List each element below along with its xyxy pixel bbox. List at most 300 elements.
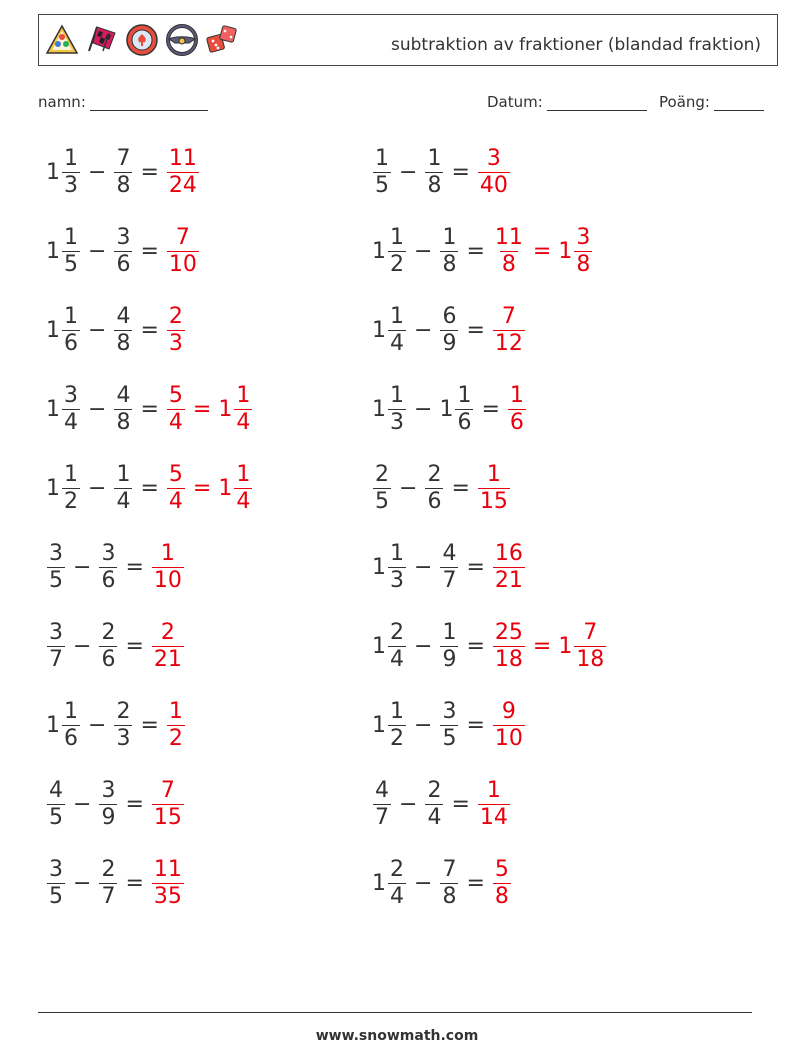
equals-sign: = <box>451 475 470 501</box>
minuend-numerator: 1 <box>390 382 404 408</box>
subtrahend-numerator: 1 <box>427 145 442 171</box>
minuend-fraction <box>62 225 80 278</box>
answer-mixed-denominator: 18 <box>576 646 605 672</box>
minuend-numerator: 3 <box>49 540 63 566</box>
answer-denominator: 8 <box>494 883 509 909</box>
answer <box>166 225 200 278</box>
minus-sign: − <box>414 633 433 659</box>
answer-fraction <box>167 304 185 357</box>
equals-sign: = <box>140 317 159 343</box>
subtrahend-numerator: 4 <box>442 540 457 566</box>
minuend-fraction <box>47 620 65 673</box>
problem-item <box>46 695 186 755</box>
minuend-fraction <box>388 304 406 357</box>
subtrahend-fraction <box>114 146 132 199</box>
minuend-fraction <box>373 778 391 831</box>
minuend-numerator: 2 <box>390 856 404 882</box>
answer-equals-sign: = <box>532 633 552 659</box>
answer-fraction <box>167 146 199 199</box>
subtrahend-fraction <box>425 146 443 199</box>
minuend-numerator: 1 <box>390 224 404 250</box>
answer-mixed-whole: 1 <box>558 633 573 659</box>
minus-sign: − <box>399 791 418 817</box>
minus-sign: − <box>414 870 433 896</box>
subtrahend-numerator: 7 <box>442 856 457 882</box>
answer-numerator: 25 <box>494 619 523 645</box>
subtrahend-numerator: 1 <box>442 224 457 250</box>
answer-denominator: 10 <box>168 251 197 277</box>
subtrahend-numerator: 7 <box>116 145 131 171</box>
date-field <box>487 93 647 111</box>
subtrahend-denominator: 6 <box>116 251 131 277</box>
answer-mixed-whole: 1 <box>558 238 573 264</box>
answer-fraction <box>152 778 184 831</box>
minuend-whole: 1 <box>372 317 386 343</box>
minuend-whole: 1 <box>372 238 386 264</box>
subtrahend-numerator: 2 <box>101 619 116 645</box>
problem-item <box>372 458 511 518</box>
minus-sign: − <box>88 238 107 264</box>
minuend-whole: 1 <box>372 554 386 580</box>
minuend-numerator: 1 <box>375 145 389 171</box>
minus-sign: − <box>399 475 418 501</box>
score-field <box>659 93 764 111</box>
answer-numerator: 2 <box>168 303 183 329</box>
minuend-numerator: 1 <box>64 698 78 724</box>
checkered-flag-icon <box>85 23 119 57</box>
answer-fraction <box>493 699 525 752</box>
answer <box>151 620 185 673</box>
minuend-fraction <box>47 857 65 910</box>
minuend-numerator: 4 <box>49 777 63 803</box>
answer-numerator: 7 <box>175 224 190 250</box>
answer-numerator: 5 <box>494 856 509 882</box>
answer <box>166 304 186 357</box>
subtrahend-fraction <box>440 699 458 752</box>
answer-numerator: 3 <box>486 145 501 171</box>
answer-denominator: 15 <box>479 488 508 514</box>
equals-sign: = <box>140 159 159 185</box>
minuend-numerator: 1 <box>390 540 404 566</box>
answer <box>492 304 526 357</box>
subtrahend-fraction <box>99 620 117 673</box>
minuend-fraction <box>47 541 65 594</box>
equals-sign: = <box>140 396 159 422</box>
minuend-fraction <box>47 778 65 831</box>
subtrahend-numerator: 3 <box>101 540 116 566</box>
minuend-whole: 1 <box>372 396 386 422</box>
problem-item <box>46 458 253 518</box>
problem-item <box>372 616 607 676</box>
subtrahend-fraction <box>114 383 132 436</box>
minus-sign: − <box>88 159 107 185</box>
problem-item <box>372 300 526 360</box>
answer-fraction <box>493 541 525 594</box>
answer-numerator: 16 <box>494 540 523 566</box>
answer-denominator: 12 <box>494 330 523 356</box>
subtrahend-numerator: 4 <box>116 303 131 329</box>
subtrahend-fraction <box>114 225 132 278</box>
minuend-denominator: 4 <box>390 883 404 909</box>
subtrahend-denominator: 6 <box>101 567 116 593</box>
subtrahend-fraction <box>99 541 117 594</box>
answer-fraction <box>167 225 199 278</box>
answer-mixed-numerator: 1 <box>236 382 251 408</box>
answer-mixed-fraction <box>574 225 592 278</box>
answer-fraction <box>493 857 511 910</box>
equals-sign: = <box>140 238 159 264</box>
minuend-numerator: 1 <box>64 303 78 329</box>
subtrahend-denominator: 8 <box>116 409 131 435</box>
subtrahend-numerator: 3 <box>101 777 116 803</box>
minus-sign: − <box>399 159 418 185</box>
minuend-fraction <box>62 383 80 436</box>
minus-sign: − <box>414 238 433 264</box>
answer-fraction <box>493 304 525 357</box>
minuend-whole: 1 <box>46 712 60 738</box>
answer-denominator: 35 <box>153 883 182 909</box>
answer-numerator: 2 <box>160 619 175 645</box>
problem-item <box>372 142 511 202</box>
answer-fraction <box>478 778 510 831</box>
answer-numerator: 1 <box>160 540 175 566</box>
answer-denominator: 10 <box>153 567 182 593</box>
answer-fraction <box>478 462 510 515</box>
problem-item <box>372 537 526 597</box>
minuend-denominator: 3 <box>390 409 404 435</box>
answer-mixed-whole: 1 <box>218 396 233 422</box>
minus-sign: − <box>88 475 107 501</box>
answer-fraction <box>493 225 525 278</box>
minuend-fraction <box>388 857 406 910</box>
minuend-whole: 1 <box>46 159 60 185</box>
problem-item <box>372 774 511 834</box>
billiards-triangle-icon <box>45 23 79 57</box>
subtrahend-fraction <box>440 541 458 594</box>
minuend-denominator: 5 <box>49 567 63 593</box>
minus-sign: − <box>88 396 107 422</box>
minuend-whole: 1 <box>372 633 386 659</box>
answer-equals-sign: = <box>192 475 212 501</box>
minus-sign: − <box>414 396 433 422</box>
problem-item <box>46 616 185 676</box>
answer-fraction <box>167 699 185 752</box>
minuend-denominator: 5 <box>49 883 63 909</box>
minuend-denominator: 5 <box>64 251 78 277</box>
minuend-whole: 1 <box>372 712 386 738</box>
answer-equals-sign: = <box>192 396 212 422</box>
answer <box>151 778 185 831</box>
minuend-fraction <box>62 146 80 199</box>
minuend-numerator: 1 <box>64 461 78 487</box>
answer-numerator: 7 <box>501 303 516 329</box>
answer-numerator: 11 <box>168 145 197 171</box>
answer <box>151 857 185 910</box>
equals-sign: = <box>466 554 485 580</box>
subtrahend-fraction <box>440 225 458 278</box>
equals-sign: = <box>125 791 144 817</box>
date-label: Datum: <box>487 93 543 111</box>
minus-sign: − <box>73 791 92 817</box>
equals-sign: = <box>466 712 485 738</box>
subtrahend-denominator: 4 <box>427 804 442 830</box>
subtrahend-numerator: 6 <box>442 303 457 329</box>
minuend-denominator: 5 <box>375 172 389 198</box>
minuend-fraction <box>388 383 406 436</box>
minuend-fraction <box>388 620 406 673</box>
subtrahend-numerator: 3 <box>116 224 131 250</box>
header-icons <box>45 23 239 57</box>
minuend-whole: 1 <box>46 396 60 422</box>
minus-sign: − <box>73 554 92 580</box>
subtrahend-numerator: 2 <box>427 777 442 803</box>
answer-denominator: 21 <box>153 646 182 672</box>
problem-item <box>372 853 512 913</box>
minuend-whole: 1 <box>46 238 60 264</box>
answer-fraction <box>152 857 184 910</box>
subtrahend-numerator: 4 <box>116 382 131 408</box>
answer-numerator: 1 <box>509 382 524 408</box>
subtrahend-denominator: 8 <box>427 172 442 198</box>
equals-sign: = <box>466 870 485 896</box>
problem-item <box>372 695 526 755</box>
answer <box>492 225 593 278</box>
answer-numerator: 1 <box>168 698 183 724</box>
problem-item <box>46 142 200 202</box>
equals-sign: = <box>140 475 159 501</box>
answer-mixed-fraction <box>234 383 252 436</box>
minuend-denominator: 4 <box>64 409 78 435</box>
score-label: Poäng: <box>659 93 710 111</box>
minuend-denominator: 5 <box>49 804 63 830</box>
answer-numerator: 1 <box>486 777 501 803</box>
subtrahend-numerator: 1 <box>442 619 457 645</box>
equals-sign: = <box>466 317 485 343</box>
answer-mixed-numerator: 1 <box>236 461 251 487</box>
minuend-whole: 1 <box>46 317 60 343</box>
minuend-denominator: 6 <box>64 725 78 751</box>
answer-denominator: 3 <box>168 330 183 356</box>
minuend-fraction <box>388 699 406 752</box>
answer-numerator: 5 <box>168 461 183 487</box>
equals-sign: = <box>140 712 159 738</box>
problem-item <box>372 221 593 281</box>
minuend-denominator: 7 <box>375 804 389 830</box>
minuend-denominator: 4 <box>390 646 404 672</box>
answer-numerator: 11 <box>494 224 523 250</box>
minuend-whole: 1 <box>46 475 60 501</box>
answer-denominator: 2 <box>168 725 183 751</box>
minuend-denominator: 5 <box>375 488 389 514</box>
worksheet-title: subtraktion av fraktioner (blandad fraktion) <box>390 35 761 55</box>
minuend-denominator: 2 <box>64 488 78 514</box>
answer-fraction <box>152 620 184 673</box>
subtrahend-denominator: 3 <box>116 725 131 751</box>
answer-mixed-fraction <box>234 462 252 515</box>
equals-sign: = <box>466 633 485 659</box>
equals-sign: = <box>125 870 144 896</box>
answer-mixed-denominator: 8 <box>576 251 591 277</box>
minuend-fraction <box>62 699 80 752</box>
minuend-numerator: 3 <box>49 856 63 882</box>
subtrahend-denominator: 8 <box>116 330 131 356</box>
problem-item <box>46 300 186 360</box>
equals-sign: = <box>481 396 500 422</box>
minuend-denominator: 3 <box>390 567 404 593</box>
minuend-denominator: 4 <box>390 330 404 356</box>
minus-sign: − <box>414 554 433 580</box>
name-field <box>38 93 208 111</box>
subtrahend-denominator: 6 <box>427 488 442 514</box>
footer-site: www.snowmath.com <box>315 1028 479 1044</box>
answer-numerator: 11 <box>153 856 182 882</box>
minuend-numerator: 3 <box>49 619 63 645</box>
subtrahend-fraction <box>99 778 117 831</box>
answer <box>477 146 511 199</box>
minus-sign: − <box>73 633 92 659</box>
answer <box>492 620 607 673</box>
subtrahend-fraction <box>425 778 443 831</box>
subtrahend-fraction <box>114 304 132 357</box>
subtrahend-numerator: 1 <box>116 461 131 487</box>
poker-chip-icon <box>125 23 159 57</box>
answer-denominator: 4 <box>168 409 183 435</box>
answer-denominator: 6 <box>509 409 524 435</box>
subtrahend-denominator: 8 <box>116 172 131 198</box>
minuend-numerator: 2 <box>375 461 389 487</box>
minuend-numerator: 1 <box>64 145 78 171</box>
answer-numerator: 7 <box>160 777 175 803</box>
minuend-denominator: 7 <box>49 646 63 672</box>
answer-denominator: 14 <box>479 804 508 830</box>
answer-numerator: 9 <box>501 698 516 724</box>
answer-numerator: 5 <box>168 382 183 408</box>
problem-item <box>46 379 253 439</box>
subtrahend-fraction <box>114 699 132 752</box>
answer-fraction <box>478 146 510 199</box>
subtrahend-fraction <box>114 462 132 515</box>
answer-mixed-numerator: 7 <box>583 619 598 645</box>
minuend-fraction <box>388 225 406 278</box>
minuend-numerator: 1 <box>390 698 404 724</box>
answer <box>166 462 253 515</box>
minuend-denominator: 6 <box>64 330 78 356</box>
subtrahend-fraction <box>440 304 458 357</box>
minuend-numerator: 3 <box>64 382 78 408</box>
answer-denominator: 24 <box>168 172 197 198</box>
answer <box>166 699 186 752</box>
answer-mixed-denominator: 4 <box>236 409 251 435</box>
subtrahend-denominator: 6 <box>457 409 472 435</box>
subtrahend-denominator: 7 <box>442 567 457 593</box>
equals-sign: = <box>125 554 144 580</box>
subtrahend-denominator: 7 <box>101 883 116 909</box>
problem-item <box>46 853 185 913</box>
answer <box>492 857 512 910</box>
minuend-numerator: 2 <box>390 619 404 645</box>
answer-fraction <box>167 462 185 515</box>
answer-mixed-whole: 1 <box>218 475 233 501</box>
subtrahend-fraction <box>425 462 443 515</box>
minuend-fraction <box>62 462 80 515</box>
answer-denominator: 15 <box>153 804 182 830</box>
minuend-whole: 1 <box>372 870 386 896</box>
answer-fraction <box>152 541 184 594</box>
subtrahend-numerator: 2 <box>427 461 442 487</box>
answer <box>166 146 200 199</box>
equals-sign: = <box>451 791 470 817</box>
answer <box>507 383 527 436</box>
equals-sign: = <box>125 633 144 659</box>
minuend-fraction <box>373 146 391 199</box>
answer-mixed-denominator: 4 <box>236 488 251 514</box>
minus-sign: − <box>73 870 92 896</box>
minuend-denominator: 3 <box>64 172 78 198</box>
answer-denominator: 4 <box>168 488 183 514</box>
minuend-fraction <box>388 541 406 594</box>
minuend-denominator: 2 <box>390 251 404 277</box>
answer <box>477 778 511 831</box>
minus-sign: − <box>88 712 107 738</box>
subtrahend-denominator: 8 <box>442 251 457 277</box>
subtrahend-fraction <box>440 620 458 673</box>
answer <box>492 699 526 752</box>
answer-equals-sign: = <box>532 238 552 264</box>
subtrahend-denominator: 5 <box>442 725 457 751</box>
subtrahend-denominator: 9 <box>101 804 116 830</box>
problem-item <box>46 537 185 597</box>
minuend-numerator: 1 <box>64 224 78 250</box>
answer-denominator: 18 <box>494 646 523 672</box>
answer-denominator: 10 <box>494 725 523 751</box>
subtrahend-numerator: 3 <box>442 698 457 724</box>
name-line[interactable] <box>90 93 208 111</box>
minuend-numerator: 4 <box>375 777 389 803</box>
minus-sign: − <box>414 317 433 343</box>
answer <box>151 541 185 594</box>
subtrahend-numerator: 1 <box>457 382 472 408</box>
subtrahend-whole: 1 <box>439 396 454 422</box>
answer-denominator: 8 <box>501 251 516 277</box>
steering-wheel-icon <box>165 23 199 57</box>
equals-sign: = <box>466 238 485 264</box>
subtrahend-numerator: 2 <box>116 698 131 724</box>
minuend-fraction <box>373 462 391 515</box>
problem-item <box>46 221 200 281</box>
date-line[interactable] <box>547 93 647 111</box>
subtrahend-fraction <box>455 383 473 436</box>
minuend-fraction <box>62 304 80 357</box>
equals-sign: = <box>451 159 470 185</box>
minus-sign: − <box>88 317 107 343</box>
minuend-denominator: 2 <box>390 725 404 751</box>
subtrahend-denominator: 6 <box>101 646 116 672</box>
name-label: namn: <box>38 93 86 111</box>
footer-rule <box>38 1012 752 1013</box>
problem-item <box>372 379 527 439</box>
problem-item <box>46 774 185 834</box>
answer-numerator: 1 <box>486 461 501 487</box>
subtrahend-denominator: 8 <box>442 883 457 909</box>
score-line[interactable] <box>714 93 764 111</box>
subtrahend-denominator: 4 <box>116 488 131 514</box>
subtrahend-fraction <box>440 857 458 910</box>
answer-fraction <box>493 620 525 673</box>
subtrahend-fraction <box>99 857 117 910</box>
answer-denominator: 40 <box>479 172 508 198</box>
subtrahend-denominator: 9 <box>442 330 457 356</box>
answer <box>166 383 253 436</box>
